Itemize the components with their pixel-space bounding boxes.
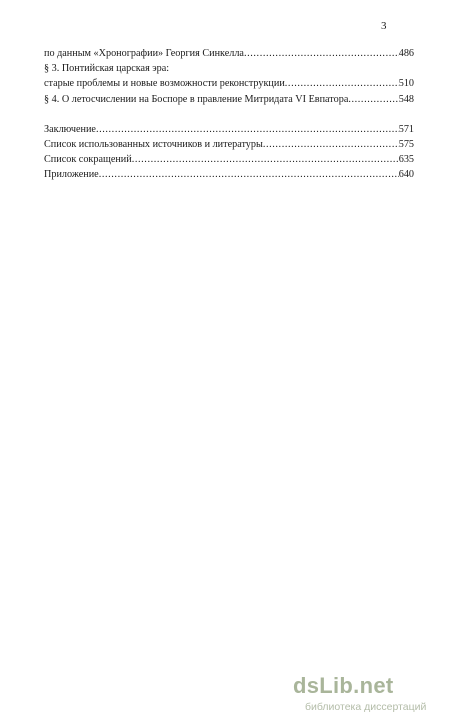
toc-entry-page: 571 xyxy=(398,123,414,135)
toc-leader-dots xyxy=(99,167,399,182)
toc-entry-title: старые проблемы и новые возможности реконструкции xyxy=(44,78,285,90)
toc-entry-title: по данным «Хронографии» Георгия Синкелла xyxy=(44,48,244,59)
toc-entry xyxy=(44,167,414,182)
toc-entry xyxy=(44,76,414,91)
toc-leader-dots xyxy=(132,152,399,167)
toc-spacer xyxy=(44,107,414,122)
toc-entry-page: 486 xyxy=(398,48,414,59)
toc-entry-title: Список сокращений xyxy=(44,154,132,166)
toc-entry-page: 510 xyxy=(398,78,414,90)
toc-entry-title: § 4. О летосчислении на Боспоре в правление Митридата VI Евпатора xyxy=(44,93,349,105)
toc-entry-page: 635 xyxy=(398,154,414,166)
toc-entry xyxy=(44,61,414,76)
toc-entry-title: Заключение xyxy=(44,123,96,135)
toc-leader-dots xyxy=(244,46,399,61)
toc-entry-title: Список использованных источников и литературы xyxy=(44,139,263,151)
watermark xyxy=(293,673,443,717)
toc-entry xyxy=(44,46,414,61)
watermark-caption: библиотека диссертаций xyxy=(305,701,427,713)
toc-entry-title: § 3. Понтийская царская эра: xyxy=(44,63,170,75)
toc-entry-page: 640 xyxy=(398,169,414,181)
toc-leader-dots xyxy=(263,137,399,152)
toc-entry-page: 548 xyxy=(398,93,414,105)
toc-entry xyxy=(44,152,414,167)
toc-leader-dots xyxy=(348,92,398,107)
page-number: 3 xyxy=(381,20,387,32)
toc-entry-title: Приложение xyxy=(44,169,99,181)
toc-entry-page: 575 xyxy=(398,139,414,151)
toc-leader-dots xyxy=(96,122,399,137)
toc-entry xyxy=(44,92,414,107)
watermark-logo: dsLib.net xyxy=(293,673,394,698)
table-of-contents xyxy=(44,46,414,183)
toc-leader-dots xyxy=(285,76,399,91)
toc-entry xyxy=(44,137,414,152)
toc-entry xyxy=(44,122,414,137)
